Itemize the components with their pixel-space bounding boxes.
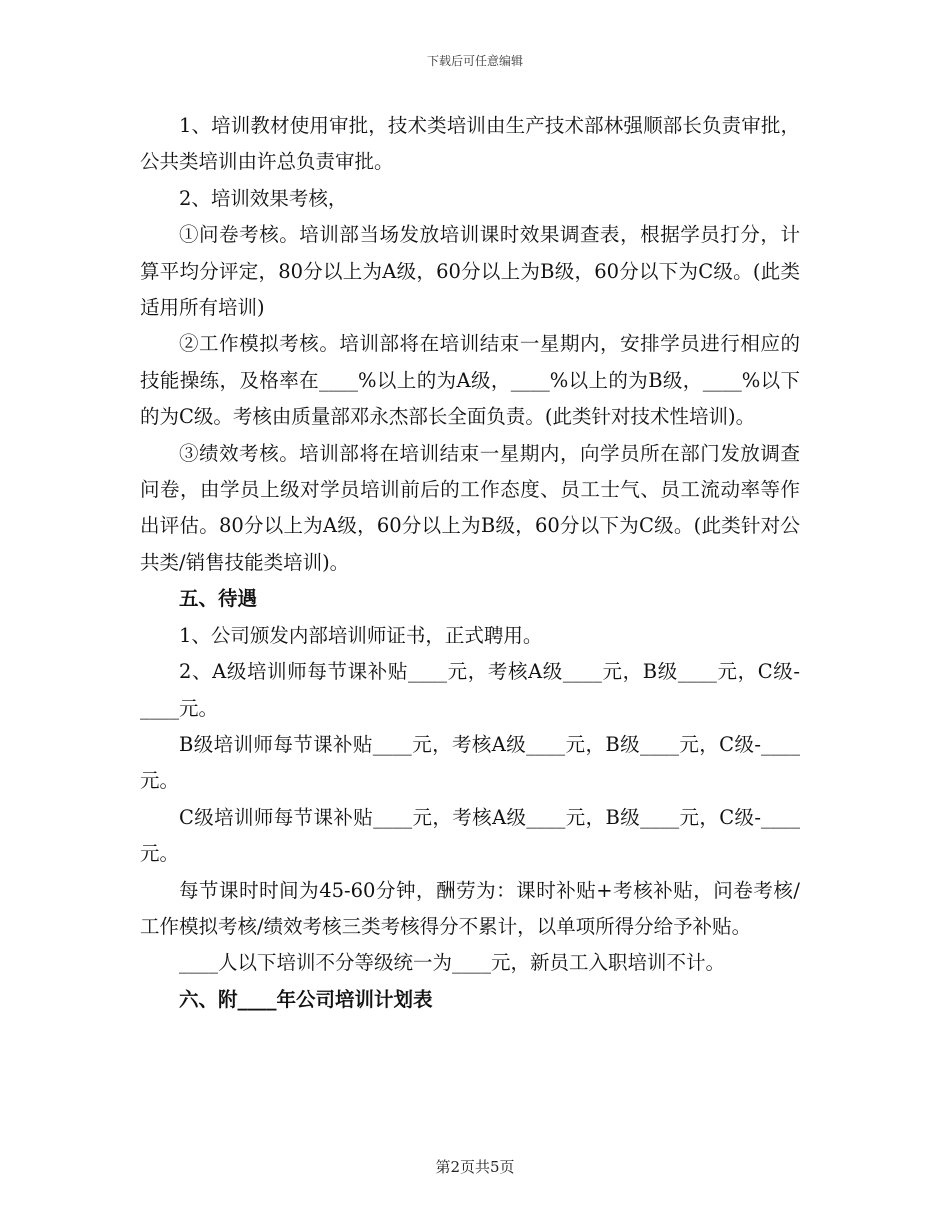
paragraph: B级培训师每节课补贴____元，考核A级____元，B级____元，C级-____元。 [140,732,800,793]
paragraph: 1、培训教材使用审批，技术类培训由生产技术部林强顺部长负责审批，公共类培训由许总负责审批。 [140,114,800,174]
paragraph: ①问卷考核。培训部当场发放培训课时效果调查表，根据学员打分，计算平均分评定，80分以上为A级，60分以上为B级，60分以下为C级。(此类适用所有培训) [140,223,800,320]
paragraph: 1、公司颁发内部培训师证书，正式聘用。 [179,623,543,647]
section-heading: 六、附____年公司培训计划表 [179,987,433,1011]
page-footer: 第2页共5页 [435,1158,515,1176]
paragraph: 2、培训效果考核， [179,186,348,210]
paragraph: ③绩效考核。培训部将在培训结束一星期内，向学员所在部门发放调查问卷，由学员上级对学员培训前后的工作态度、员工士气、员工流动率等作出评估。80分以上为A级，60分以上为B级，60分以下为C级。(此类针对公共类/销售技能类培训)。 [140,441,800,574]
section-heading: 五、待遇 [179,587,258,611]
paragraph: 2、A级培训师每节课补贴____元，考核A级____元，B级____元，C级-____元。 [140,660,800,720]
paragraph: ____人以下培训不分等级统一为____元，新员工入职培训不计。 [179,951,726,975]
paragraph: C级培训师每节课补贴____元，考核A级____元，B级____元，C级-____元。 [140,805,800,866]
paragraph: 每节课时时间为45-60分钟，酬劳为：课时补贴+考核补贴，问卷考核/工作模拟考核/绩效考核三类考核得分不累计，以单项所得分给予补贴。 [140,878,800,938]
page-header: 下载后可任意编辑 [426,54,523,68]
document-body [140,108,800,1018]
paragraph: ②工作模拟考核。培训部将在培训结束一星期内，安排学员进行相应的技能操练，及格率在____%以上的为A级，____%以上的为B级，____%以下的为C级。考核由质量部邓永杰部长全面负责。(此类针对技术性培训)。 [140,332,800,429]
